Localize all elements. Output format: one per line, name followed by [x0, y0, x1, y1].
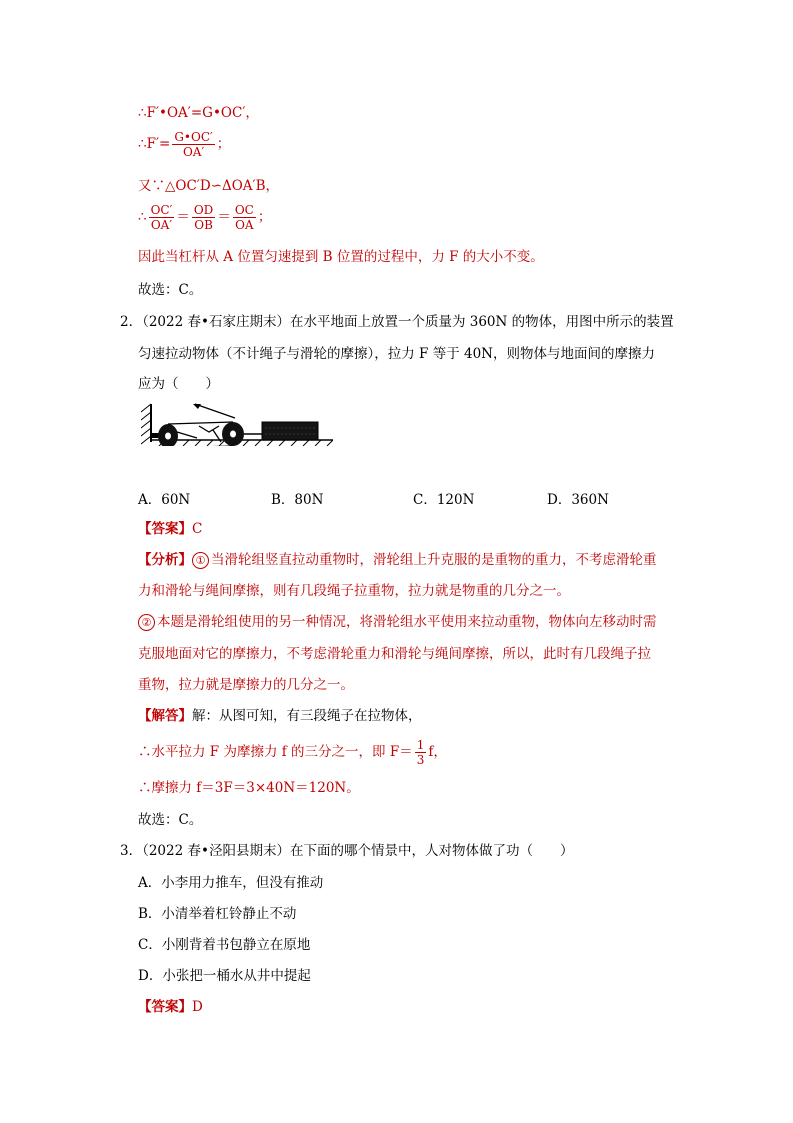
fraction-denominator: 3 [416, 753, 425, 767]
answer-tag: 【答案】 [138, 521, 192, 537]
circled-number: ② [138, 614, 155, 631]
wall-hatching [141, 404, 151, 444]
solution-formula-line [138, 738, 447, 767]
solution-formula-suffix: f， [428, 744, 447, 760]
fraction [415, 738, 427, 767]
analysis-line-4: 克服地面对它的摩擦力，不考虑滑轮重力和滑轮与绳间摩擦，所以，此时有几段绳子拉 [138, 646, 651, 662]
pulley-diagram [137, 402, 333, 446]
ground-hatching [159, 440, 333, 446]
q2-stem-line-3: 应为（ ） [138, 376, 219, 392]
option-d: D．360N [547, 492, 609, 508]
answer-line [138, 998, 203, 1016]
equals-sign: ＝ [217, 209, 231, 225]
fraction-numerator: G•OC′ [174, 130, 213, 144]
choice-line: 故选：C。 [138, 282, 203, 298]
fraction [233, 203, 256, 232]
analysis-line-2: 力和滑轮与绳间摩擦，则有几段绳子拉重物，拉力就是物重的几分之一。 [138, 583, 570, 599]
analysis-line-1 [138, 551, 657, 569]
solution-line-1: ∴F′•OA′=G•OC′， [138, 105, 259, 121]
solution-conclusion: 因此当杠杆从 A 位置匀速提到 B 位置的过程中，力 F 的大小不变。 [138, 249, 544, 265]
circled-number: ① [192, 552, 209, 569]
block-object [262, 422, 318, 440]
option-c: C．小刚背着书包静立在原地 [138, 937, 311, 953]
fraction-numerator: OC [234, 203, 254, 217]
solution-line-2 [138, 130, 230, 159]
solution-line-2-prefix: ∴F′= [138, 136, 171, 152]
option-d: D．小张把一桶水从井中提起 [138, 968, 311, 984]
fraction-denominator: OB [194, 218, 213, 232]
solution-line [138, 707, 422, 725]
fraction [172, 130, 214, 159]
solution-line-2-suffix: ； [216, 136, 231, 152]
solution-line-3: 又∵△OC′D∽ΔOA′B， [138, 178, 280, 194]
q2-stem-line-2: 匀速拉动物体（不计绳子与滑轮的摩擦），拉力 F 等于 40N，则物体与地面间的摩擦力 [138, 346, 655, 362]
solution-line-4-suffix: ； [257, 209, 272, 225]
fraction-denominator: OA′ [182, 145, 205, 159]
fraction [192, 203, 215, 232]
fraction-denominator: OA [235, 218, 254, 232]
option-a: A．60N [138, 492, 191, 508]
solution-friction-line: ∴摩擦力 f＝3F＝3×40N＝120N。 [138, 780, 360, 796]
equals-sign: ＝ [176, 209, 190, 225]
fraction [149, 203, 175, 232]
fraction-numerator: 1 [416, 738, 425, 752]
choice-line: 故选：C。 [138, 812, 203, 828]
analysis-line-3 [138, 613, 657, 631]
q3-stem: 3．（2022 春•泾阳县期末）在下面的哪个情景中，人对物体做了功（ ） [120, 843, 574, 859]
analysis-tag: 【分析】 [138, 552, 192, 568]
analysis-line-5: 重物，拉力就是摩擦力的几分之一。 [138, 677, 354, 693]
pull-force-arrow [195, 404, 235, 418]
q2-stem-line-1: 2．（2022 春•石家庄期末）在水平地面上放置一个质量为 360N 的物体，用图中所示的装置 [120, 314, 674, 330]
arrow-head [193, 404, 201, 409]
answer-value: C [192, 521, 203, 537]
option-a: A．小李用力推车，但没有推动 [138, 875, 324, 891]
fraction-numerator: OC′ [150, 203, 173, 217]
fraction-numerator: OD [193, 203, 214, 217]
solution-tag: 【解答】 [138, 708, 192, 724]
analysis-text: 当滑轮组竖直拉动重物时，滑轮组上升克服的是重物的重力，不考虑滑轮重 [211, 552, 657, 568]
answer-line [138, 520, 202, 538]
solution-formula-prefix: ∴水平拉力 F 为摩擦力 f 的三分之一，即 F＝ [138, 744, 413, 760]
analysis-text: 本题是滑轮组使用的另一种情况，将滑轮组水平使用来拉动重物，物体向左移动时需 [157, 614, 657, 630]
answer-value: D [192, 999, 203, 1015]
option-b: B．小清举着杠铃静止不动 [138, 906, 297, 922]
option-b: B．80N [271, 492, 324, 508]
solution-text: 解：从图可知，有三段绳子在拉物体， [192, 708, 422, 724]
option-c: C．120N [413, 492, 475, 508]
solution-line-4 [138, 203, 271, 232]
solution-line-4-prefix: ∴ [138, 209, 147, 225]
answer-tag: 【答案】 [138, 999, 192, 1015]
fraction-denominator: OA′ [150, 218, 173, 232]
